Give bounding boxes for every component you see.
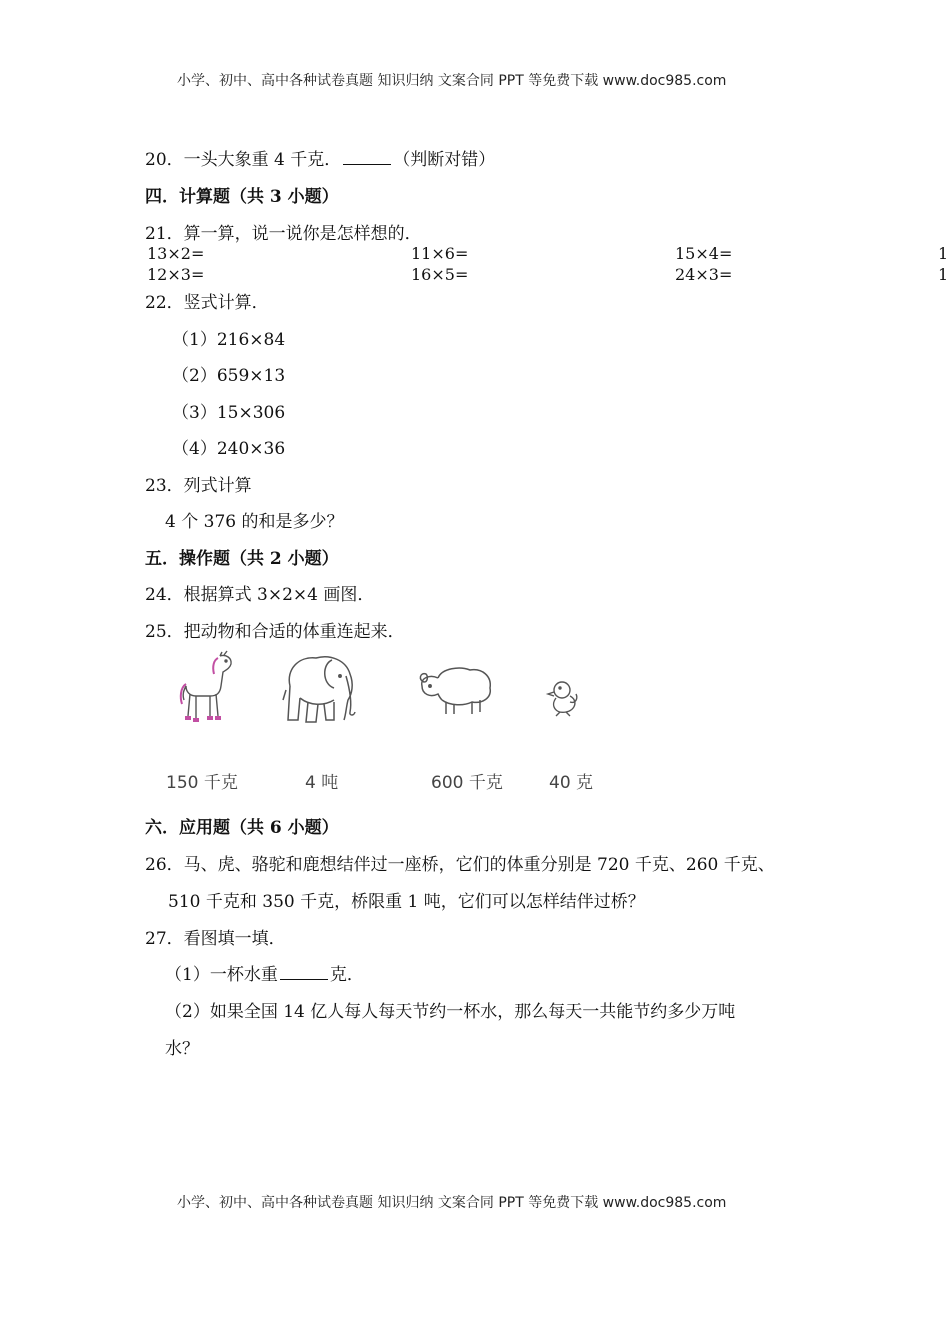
question-22-text: 22．竖式计算． [145,293,269,313]
question-27-sub2-line1: （2）如果全国 14 亿人每人每天节约一杯水，那么每天一共能节约多少万吨 [165,1002,736,1022]
question-25-text: 25．把动物和合适的体重连起来． [145,622,405,642]
question-23-sub: 4 个 376 的和是多少？ [165,512,344,532]
question-20-hint: （判断对错） [393,150,496,170]
elephant-icon [280,650,360,726]
section-5-title: 五．操作题（共 2 小题） [145,549,339,569]
vertical-calc-item: （4）240×36 [172,439,286,459]
question-27-sub1 [165,960,364,985]
weight-label: 40 克 [549,773,594,793]
calc-item: 12×3= [147,265,205,284]
question-21-text: 21．算一算，说一说你是怎样想的． [145,224,422,244]
section-4-title: 四．计算题（共 3 小题） [145,187,339,207]
question-27-sub1-text: （1）一杯水重 [165,965,278,985]
question-23-text: 23．列式计算 [145,476,252,496]
question-27-text: 27．看图填一填． [145,929,286,949]
page-footer: 小学、初中、高中各种试卷真题 知识归纳 文案合同 PPT 等免费下载 www.doc985.com [177,1195,727,1211]
calc-item: 24×3= [675,265,733,284]
pony-icon [176,650,238,728]
vertical-calc-item: （2）659×13 [172,366,286,386]
sheep-icon [416,664,494,718]
weight-label: 4 吨 [305,773,339,793]
calc-item: 11×6= [411,244,469,263]
question-26-line2: 510 千克和 350 千克，桥限重 1 吨，它们可以怎样结伴过桥？ [168,892,645,912]
weight-label: 600 千克 [431,773,503,793]
weight-label: 150 千克 [166,773,238,793]
answer-blank-27-1[interactable] [280,965,328,980]
section-6-title: 六．应用题（共 6 小题） [145,818,339,838]
question-24-text: 24．根据算式 3×2×4 画图． [145,585,375,605]
question-27-sub1-unit: 克． [329,965,364,985]
calc-item: 16×5= [411,265,469,284]
calc-item: 1 [938,244,949,263]
answer-blank-20[interactable] [343,150,391,165]
duckling-icon [544,676,582,718]
question-27-sub2-line2: 水？ [165,1039,199,1059]
question-26-line1: 26．马、虎、骆驼和鹿想结伴过一座桥，它们的体重分别是 720 千克、260 千克、 [145,855,775,875]
vertical-calc-item: （3）15×306 [172,403,286,423]
question-20-text: 20．一头大象重 4 千克． [145,150,342,170]
calc-item: 13×2= [147,244,205,263]
vertical-calc-item: （1）216×84 [172,330,286,350]
question-20 [145,145,495,170]
calc-item: 1 [938,265,949,284]
page-header: 小学、初中、高中各种试卷真题 知识归纳 文案合同 PPT 等免费下载 www.doc985.com [177,73,727,89]
calc-item: 15×4= [675,244,733,263]
